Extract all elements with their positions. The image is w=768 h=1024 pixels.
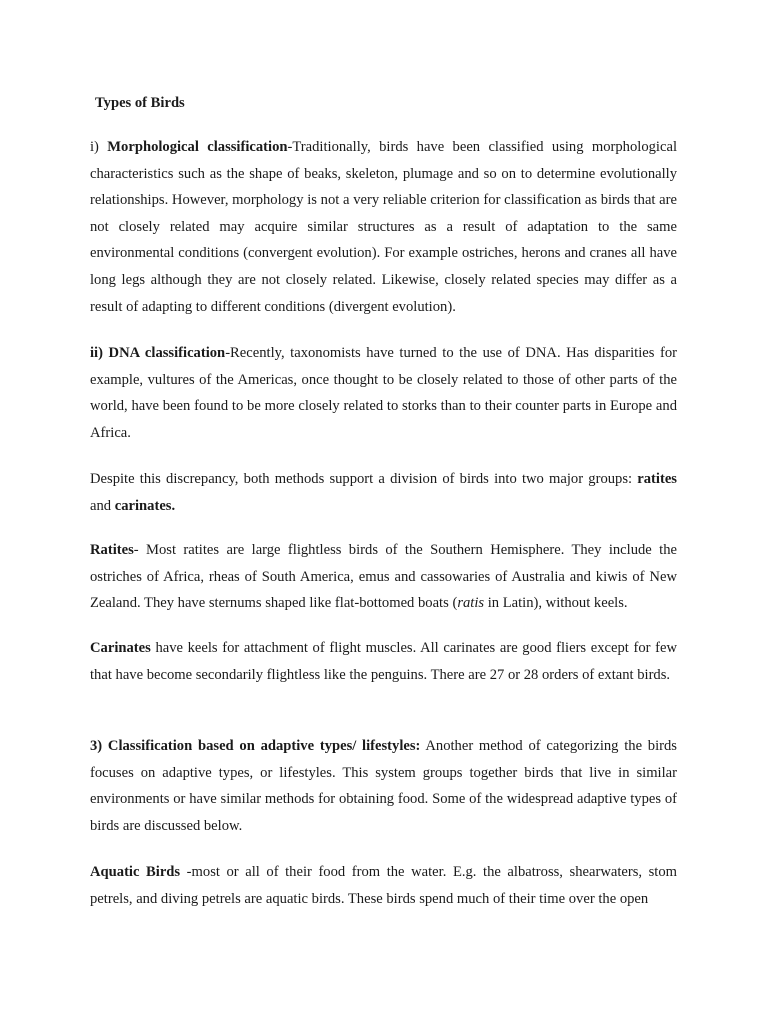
paragraph-carinates [90, 635, 677, 688]
document-title: Types of Birds [95, 95, 185, 111]
section-heading: 3) Classification based on adaptive types/ lifestyles: [90, 738, 421, 754]
paragraph-major-groups [90, 466, 677, 519]
section-heading: Aquatic Birds [90, 864, 181, 880]
paragraph-adaptive-types [90, 733, 677, 839]
paragraph-text: Despite this discrepancy, both methods support a division of birds into two major groups: [90, 471, 638, 487]
term-carinates: carinates. [114, 497, 176, 514]
paragraph-morphological-classification [90, 134, 677, 320]
section-heading: Ratites [90, 542, 134, 558]
term-ratites: ratites [637, 471, 677, 487]
section-heading: Carinates [90, 640, 151, 656]
paragraph-text: -Traditionally, birds have been classified using morphological characteristics such as the shape of beaks, skeleton, plumage and so on to determine evolutionally relationships. However, morphology is not a very reliable criterion for classification as birds that are not closely related may acquire similar structures as a result of adaptation to the same environmental conditions (convergent evolution). For example ostriches, herons and cranes all have long legs although they are not closely related. Likewise, closely related species may differ as a result of adapting to different conditions (divergent evolution). [90, 139, 677, 315]
paragraph-text: -Recently, taxonomists have turned to the use of DNA. Has disparities for example, vultures of the Americas, once thought to be closely related to those of other parts of the world, have been found to be more closely related to storks than to their counter parts in Europe and Africa. [90, 345, 678, 441]
paragraph-text: and [90, 497, 115, 514]
paragraph-text: in Latin), without keels. [484, 595, 628, 612]
paragraph-text: Another method of categorizing the birds focuses on adaptive types, or lifestyles. This system groups together birds that live in similar environments or have similar methods for obtaining food. Some of the widespread adaptive types of birds are discussed below. [90, 738, 677, 834]
section-heading: ii) DNA classification [90, 345, 226, 361]
paragraph-text: - Most ratites are large flightless birds of the Southern Hemisphere. They include the ostriches of Africa, rheas of South America, emus and cassowaries of Australia and kiwis of New Zealand. They have sternums shaped like flat-bottomed boats ( [90, 542, 677, 612]
list-marker: i) [90, 139, 108, 155]
paragraph-text: -most or all of their food from the water. E.g. the albatross, shearwaters, stom petrels, and diving petrels are aquatic birds. These birds spend much of their time over the open [90, 864, 678, 907]
paragraph-aquatic-birds [90, 859, 677, 912]
paragraph-text: have keels for attachment of flight muscles. All carinates are good fliers except for few that have become secondarily flightless like the penguins. There are 27 or 28 orders of extant birds. [90, 640, 677, 683]
paragraph-dna-classification [90, 340, 677, 446]
latin-term: ratis [457, 595, 485, 612]
section-heading: Morphological classification [107, 139, 288, 155]
paragraph-ratites [90, 537, 677, 617]
